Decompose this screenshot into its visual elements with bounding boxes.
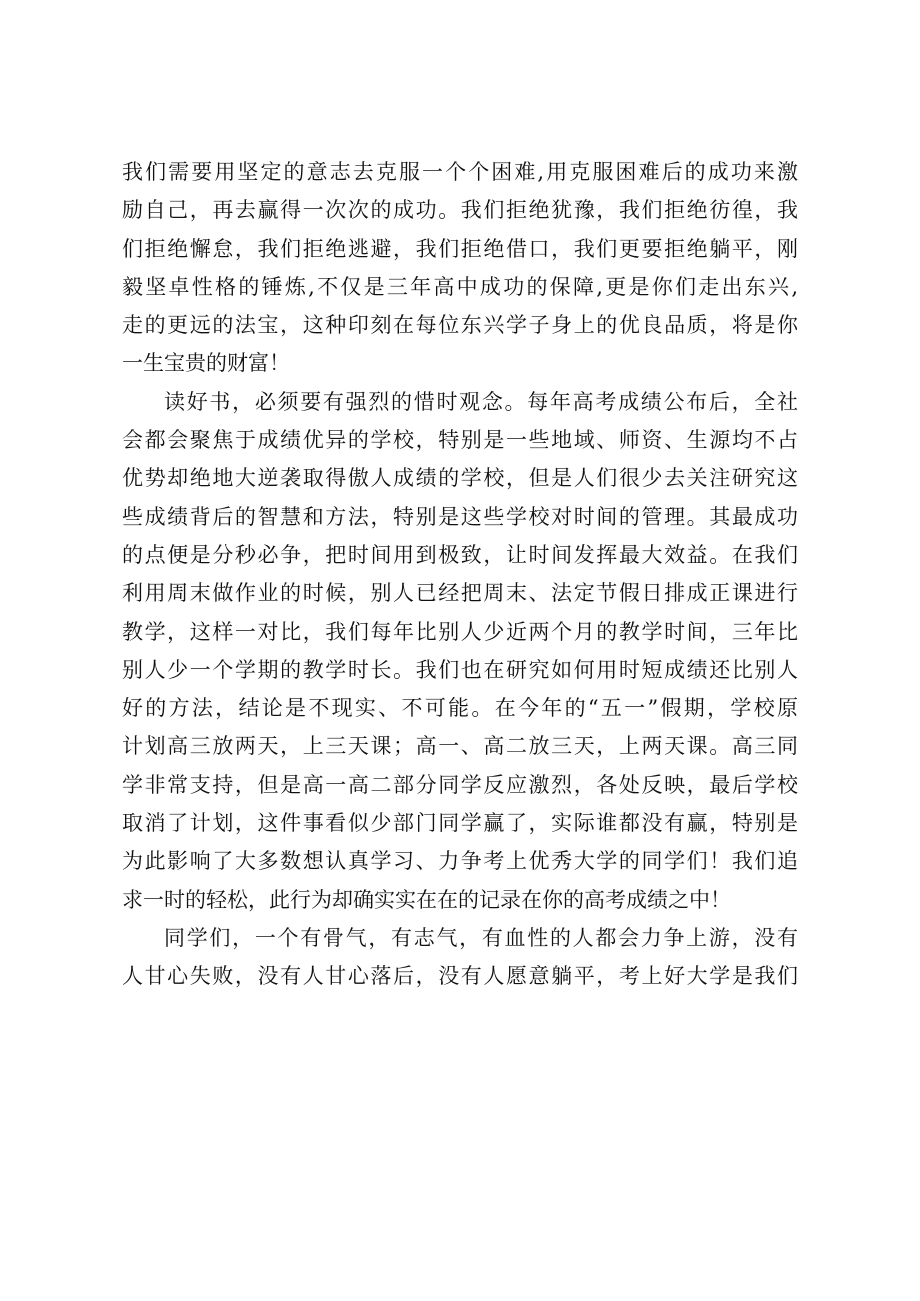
- text-line: 的点便是分秒必争，把时间用到极致，让时间发挥最大效益。在我们: [122, 542, 798, 567]
- text-line: 好的方法，结论是不现实、不可能。在今年的“五一”假期，学校原: [122, 696, 798, 721]
- text-line: 别人少一个学期的教学时长。我们也在研究如何用时短成绩还比别人: [122, 657, 798, 682]
- text-line: 励自己，再去赢得一次次的成功。我们拒绝犹豫，我们拒绝彷徨，我: [122, 198, 798, 223]
- text-line: 学非常支持，但是高一高二部分同学反应激烈，各处反映，最后学校: [122, 772, 798, 797]
- text-line: 人甘心失败，没有人甘心落后，没有人愿意躺平，考上好大学是我们: [122, 964, 798, 989]
- text-line: 同学们，一个有骨气，有志气，有血性的人都会力争上游，没有: [164, 925, 798, 950]
- text-line: 读好书，必须要有强烈的惜时观念。每年高考成绩公布后，全社: [164, 389, 798, 414]
- text-line: 我们需要用坚定的意志去克服一个个困难,用克服困难后的成功来激: [122, 160, 798, 184]
- text-line: 走的更远的法宝，这种印刻在每位东兴学子身上的优良品质，将是你: [122, 313, 798, 338]
- document-page: [122, 153, 798, 996]
- paragraph-3: [122, 919, 798, 996]
- text-line: 毅坚卓性格的锤炼,不仅是三年高中成功的保障,更是你们走出东兴,: [122, 274, 798, 299]
- text-line: 会都会聚焦于成绩优异的学校，特别是一些地域、师资、生源均不占: [122, 428, 798, 453]
- text-line: 为此影响了大多数想认真学习、力争考上优秀大学的同学们！我们追: [122, 849, 798, 874]
- text-line: 教学，这样一对比，我们每年比别人少近两个月的教学时间，三年比: [122, 619, 798, 644]
- paragraph-2: [122, 383, 798, 919]
- text-line: 求一时的轻松，此行为却确实实在在的记录在你的高考成绩之中！: [122, 887, 731, 912]
- text-line: 些成绩背后的智慧和方法，特别是这些学校对时间的管理。其最成功: [122, 504, 798, 529]
- text-line: 一生宝贵的财富！: [122, 351, 290, 376]
- text-line: 们拒绝懈怠，我们拒绝逃避，我们拒绝借口，我们更要拒绝躺平，刚: [122, 236, 798, 261]
- text-line: 利用周末做作业的时候，别人已经把周末、法定节假日排成正课进行: [122, 581, 798, 606]
- text-line: 计划高三放两天，上三天课；高一、高二放三天，上两天课。高三同: [122, 734, 798, 759]
- text-line: 优势却绝地大逆袭取得傲人成绩的学校，但是人们很少去关注研究这: [122, 466, 798, 491]
- text-line: 取消了计划，这件事看似少部门同学赢了，实际谁都没有赢，特别是: [122, 811, 798, 836]
- paragraph-1: [122, 153, 798, 383]
